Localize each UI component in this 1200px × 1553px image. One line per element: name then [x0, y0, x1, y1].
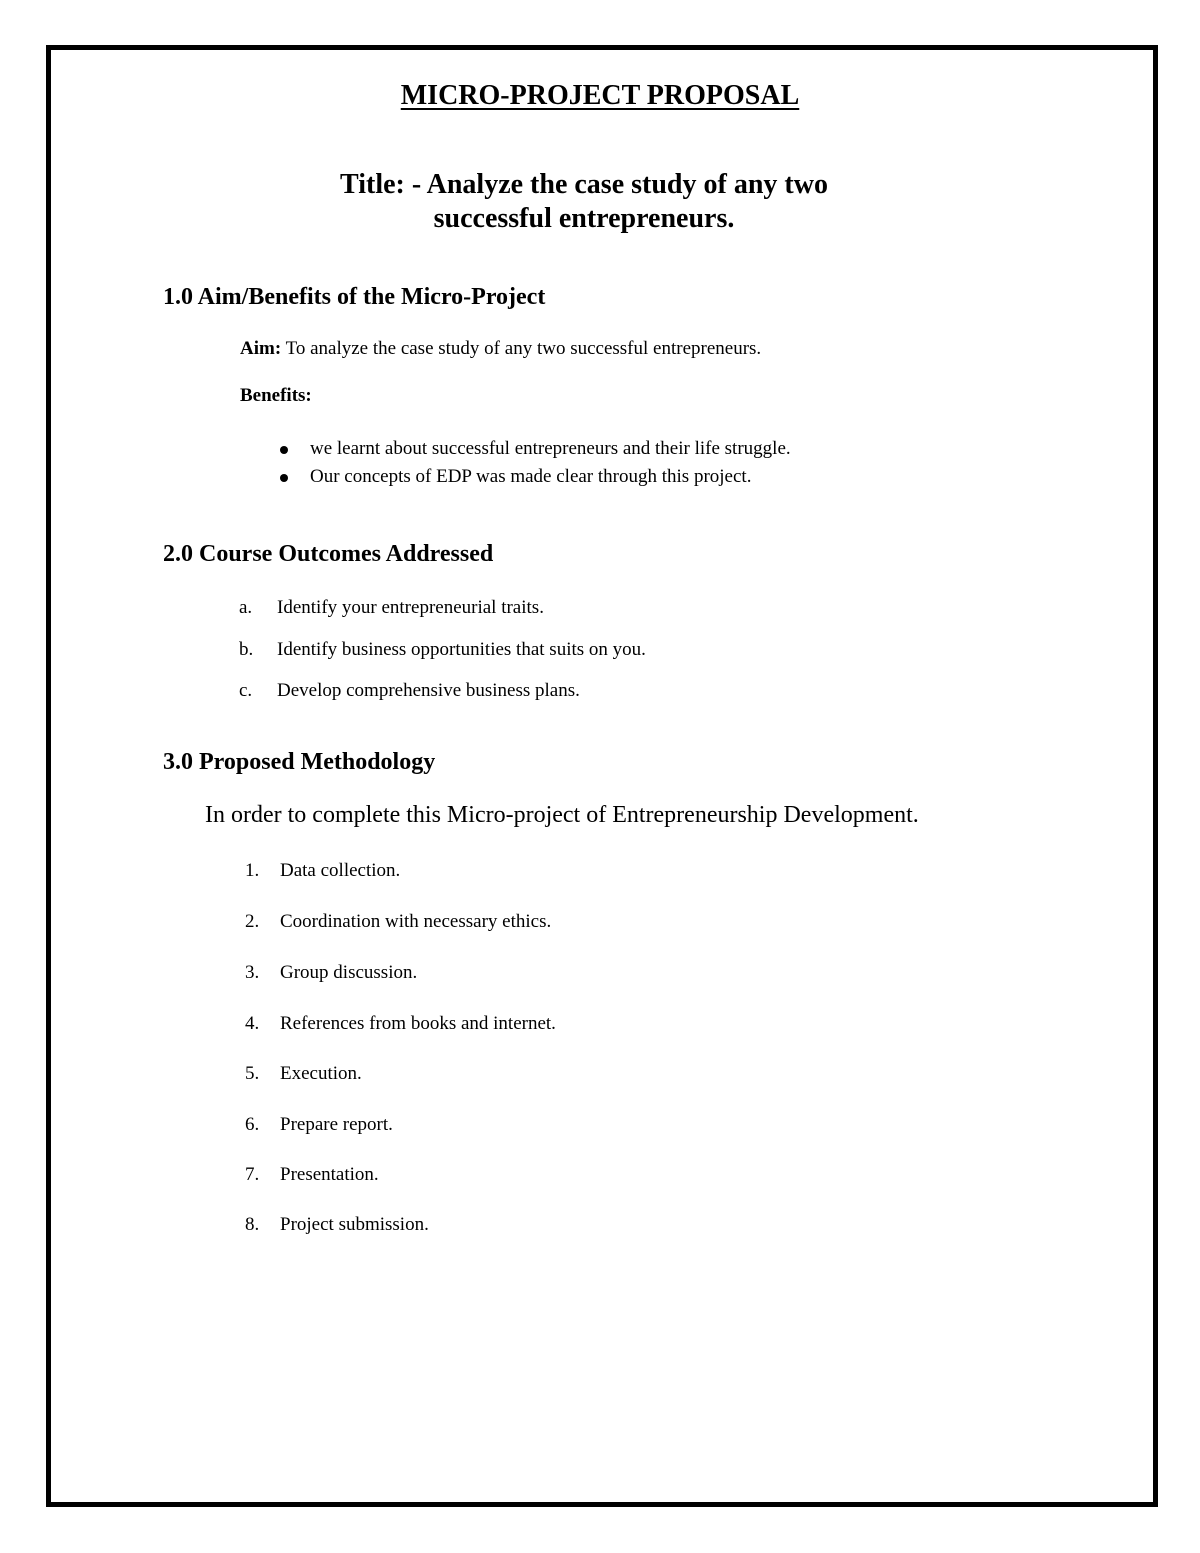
- benefits-list: [276, 435, 791, 491]
- step-text: Presentation.: [280, 1164, 379, 1185]
- aim-text: To analyze the case study of any two successful entrepreneurs.: [281, 338, 762, 359]
- methodology-step: [245, 1164, 379, 1186]
- benefit-text: Our concepts of EDP was made clear through this project.: [310, 466, 752, 487]
- section-2-heading: 2.0 Course Outcomes Addressed: [163, 541, 494, 567]
- aim-label: Aim:: [240, 338, 282, 359]
- step-number: 2.: [245, 911, 260, 932]
- benefit-text: we learnt about successful entrepreneurs and their life struggle.: [310, 438, 791, 459]
- outcome-marker: b.: [239, 639, 254, 660]
- outcome-text: Identify business opportunities that suits on you.: [277, 639, 646, 660]
- step-text: Group discussion.: [280, 962, 418, 983]
- step-number: 7.: [245, 1164, 260, 1185]
- outcome-text: Identify your entrepreneurial traits.: [277, 597, 544, 618]
- step-number: 4.: [245, 1013, 260, 1034]
- outcome-marker: a.: [239, 597, 253, 618]
- aim-paragraph: [240, 338, 761, 360]
- step-text: Project submission.: [280, 1214, 429, 1235]
- page-border: [46, 45, 1158, 1507]
- project-title: [0, 168, 1168, 236]
- outcome-item: [239, 680, 580, 702]
- project-title-line-1: Title: - Analyze the case study of any two: [340, 169, 828, 200]
- step-number: 6.: [245, 1114, 260, 1135]
- outcome-marker: c.: [239, 680, 253, 701]
- step-text: References from books and internet.: [280, 1013, 556, 1034]
- methodology-step: [245, 1114, 393, 1136]
- methodology-intro: In order to complete this Micro-project of Entrepreneurship Development.: [205, 802, 919, 828]
- step-text: Prepare report.: [280, 1114, 393, 1135]
- methodology-step: [245, 911, 551, 933]
- methodology-step: [245, 860, 400, 882]
- step-number: 5.: [245, 1063, 260, 1084]
- bullet-icon: [280, 474, 288, 482]
- document-heading: MICRO-PROJECT PROPOSAL: [400, 80, 800, 111]
- methodology-step: [245, 1214, 429, 1236]
- benefit-item: [276, 463, 791, 491]
- methodology-step: [245, 1063, 362, 1085]
- step-text: Coordination with necessary ethics.: [280, 911, 552, 932]
- benefit-item: [276, 435, 791, 463]
- step-number: 8.: [245, 1214, 260, 1235]
- methodology-step: [245, 1013, 556, 1035]
- section-1-heading: 1.0 Aim/Benefits of the Micro-Project: [163, 284, 546, 310]
- step-number: 1.: [245, 860, 260, 881]
- step-number: 3.: [245, 962, 260, 983]
- methodology-step: [245, 962, 417, 984]
- benefits-label: Benefits:: [240, 385, 312, 406]
- step-text: Execution.: [280, 1063, 362, 1084]
- outcome-item: [239, 597, 544, 619]
- outcome-text: Develop comprehensive business plans.: [277, 680, 580, 701]
- bullet-icon: [280, 446, 288, 454]
- project-title-line-2: successful entrepreneurs.: [433, 203, 735, 234]
- outcome-item: [239, 639, 646, 661]
- section-3-heading: 3.0 Proposed Methodology: [163, 749, 436, 775]
- step-text: Data collection.: [280, 860, 401, 881]
